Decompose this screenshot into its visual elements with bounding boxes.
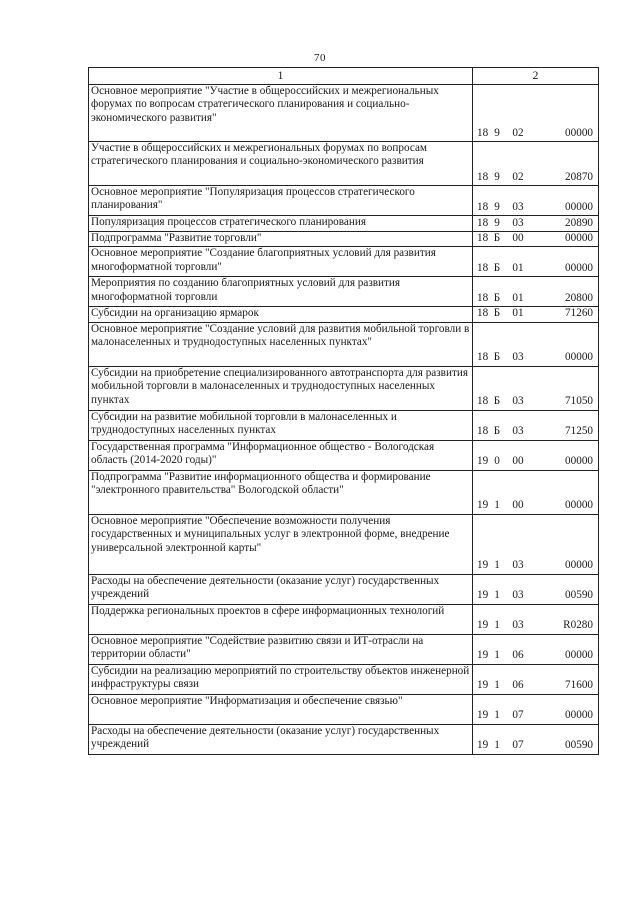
code-part-c4: R0280 [563,619,593,632]
code-part-c2: Б [493,232,501,244]
row-name: Подпрограмма "Развитие торговли" [89,232,473,247]
code-part-c3: 03 [512,351,524,364]
row-code [473,142,599,186]
table-row [89,440,599,470]
code-part-c3: 01 [512,262,524,274]
code-part-c3: 03 [512,619,524,632]
code-part-c4: 20870 [565,170,593,183]
table-row [89,142,599,186]
code-part-c2: Б [493,351,501,364]
code-part-c2: 1 [494,589,500,602]
code-part-c1: 18 [477,395,489,408]
code-part-c1: 18 [477,200,489,213]
code-part-c3: 02 [512,170,524,183]
table-row [89,216,599,232]
code-part-c3: 03 [512,395,524,408]
code-part-c3: 01 [512,292,524,304]
code-part-c4: 71600 [565,679,593,692]
row-code [473,470,599,514]
code-part-c4: 00000 [565,232,593,244]
table-row [89,470,599,514]
code-part-c1: 19 [477,589,489,602]
row-code [473,604,599,634]
code-part-c3: 06 [512,679,524,692]
column-header-2: 2 [473,68,599,85]
table-row [89,322,599,366]
code-part-c2: 1 [494,499,500,512]
row-name: Субсидии на приобретение специализированного автотранспорта для развития мобильной торговли в малонаселенных и труднодоступных населенных пунктах [89,366,473,410]
code-part-c1: 18 [477,216,489,229]
row-code [473,634,599,664]
table-row [89,277,599,307]
code-part-c1: 19 [477,739,489,752]
page-number: 70 [314,52,326,64]
code-part-c3: 00 [512,232,524,244]
code-part-c4: 00000 [565,200,593,213]
row-code [473,307,599,322]
table-row [89,604,599,634]
row-name: Расходы на обеспечение деятельности (оказание услуг) государственных учреждений [89,574,473,604]
table-row [89,307,599,322]
table-row [89,694,599,724]
code-part-c2: Б [493,292,501,304]
code-part-c3: 00 [512,499,524,512]
code-part-c2: Б [493,262,501,274]
code-part-c3: 07 [512,739,524,752]
row-name: Популяризация процессов стратегического планирования [89,216,473,232]
code-part-c3: 07 [512,709,524,722]
code-part-c2: Б [493,307,501,320]
code-part-c3: 01 [512,307,524,320]
code-part-c3: 03 [512,589,524,602]
row-name: Расходы на обеспечение деятельности (оказание услуг) государственных учреждений [89,724,473,754]
table-row [89,724,599,754]
row-name: Мероприятия по созданию благоприятных условий для развития многоформатной торговли [89,277,473,307]
code-part-c3: 00 [512,455,524,468]
budget-code-table [88,67,599,755]
code-part-c4: 00000 [565,126,593,139]
code-part-c4: 00000 [565,559,593,572]
table-row [89,366,599,410]
code-part-c1: 19 [477,679,489,692]
code-part-c2: 1 [494,559,500,572]
table-row [89,410,599,440]
row-code [473,664,599,694]
code-part-c1: 19 [477,709,489,722]
code-part-c2: 9 [494,200,500,213]
code-part-c2: 1 [494,649,500,662]
table-row [89,186,599,216]
row-name: Основное мероприятие "Информатизация и обеспечение связью" [89,694,473,724]
code-part-c4: 71050 [565,395,593,408]
row-name: Государственная программа "Информационное общество - Вологодская область (2014-2020 годы)" [89,440,473,470]
row-code [473,440,599,470]
row-code [473,694,599,724]
code-part-c4: 00000 [565,351,593,364]
row-name: Основное мероприятие "Обеспечение возможности получения государственных и муниципальных услуг в электронной форме, внедрение универсальной электронной карты" [89,514,473,574]
code-part-c4: 00590 [565,739,593,752]
row-name: Субсидии на развитие мобильной торговли в малонаселенных и труднодоступных населенных пунктах [89,410,473,440]
row-name: Поддержка региональных проектов в сфере информационных технологий [89,604,473,634]
code-part-c1: 18 [477,262,489,274]
table-row [89,634,599,664]
table-header-row [89,68,599,85]
code-part-c2: 9 [494,216,500,229]
code-part-c2: Б [493,395,501,408]
column-header-1: 1 [89,68,473,85]
code-part-c2: 9 [494,170,500,183]
row-code [473,574,599,604]
code-part-c1: 19 [477,499,489,512]
code-part-c4: 71260 [565,307,593,320]
row-name: Основное мероприятие "Содействие развитию связи и ИТ-отрасли на территории области" [89,634,473,664]
row-name: Субсидии на реализацию мероприятий по строительству объектов инженерной инфраструктуры связи [89,664,473,694]
code-part-c2: 1 [494,679,500,692]
code-part-c4: 71250 [565,425,593,438]
code-part-c2: 1 [494,619,500,632]
table-row [89,85,599,142]
table-row [89,664,599,694]
code-part-c1: 19 [477,455,489,468]
code-part-c3: 03 [512,216,524,229]
code-part-c1: 19 [477,559,489,572]
code-part-c1: 18 [477,307,489,320]
row-code [473,366,599,410]
code-part-c1: 18 [477,232,489,244]
code-part-c2: 9 [494,126,500,139]
row-code [473,724,599,754]
code-part-c1: 18 [477,126,489,139]
table-row [89,247,599,277]
code-part-c4: 00000 [565,455,593,468]
code-part-c4: 00000 [565,262,593,274]
code-part-c3: 03 [512,200,524,213]
row-code [473,216,599,232]
row-name: Основное мероприятие "Участие в общероссийских и межрегиональных форумах по вопросам стратегического планирования и социально-экономического развития" [89,85,473,142]
code-part-c2: 0 [494,455,500,468]
code-part-c1: 18 [477,425,489,438]
row-code [473,322,599,366]
code-part-c1: 19 [477,649,489,662]
row-code [473,85,599,142]
row-code [473,186,599,216]
code-part-c1: 18 [477,170,489,183]
row-code [473,247,599,277]
row-code [473,410,599,440]
code-part-c1: 18 [477,292,489,304]
row-code [473,514,599,574]
code-part-c3: 03 [512,425,524,438]
code-part-c3: 02 [512,126,524,139]
code-part-c4: 00000 [565,499,593,512]
budget-code-table-container [88,67,598,755]
code-part-c4: 20890 [565,216,593,229]
code-part-c3: 03 [512,559,524,572]
row-code [473,277,599,307]
row-name: Участие в общероссийских и межрегиональных форумах по вопросам стратегического планирования и социально-экономического развития [89,142,473,186]
row-name: Основное мероприятие "Создание благоприятных условий для развития многоформатной торговли" [89,247,473,277]
row-name: Субсидии на организацию ярмарок [89,307,473,322]
code-part-c4: 20800 [565,292,593,304]
row-name: Основное мероприятие "Создание условий для развития мобильной торговли в малонаселенных и труднодоступных населенных пунктах" [89,322,473,366]
code-part-c1: 18 [477,351,489,364]
row-code [473,232,599,247]
code-part-c2: 1 [494,739,500,752]
code-part-c3: 06 [512,649,524,662]
table-row [89,574,599,604]
row-name: Основное мероприятие "Популяризация процессов стратегического планирования" [89,186,473,216]
code-part-c2: 1 [494,709,500,722]
code-part-c2: Б [493,425,501,438]
code-part-c4: 00000 [565,709,593,722]
row-name: Подпрограмма "Развитие информационного общества и формирование "электронного правительства" Вологодской области" [89,470,473,514]
code-part-c1: 19 [477,619,489,632]
table-row [89,514,599,574]
code-part-c4: 00590 [565,589,593,602]
table-row [89,232,599,247]
code-part-c4: 00000 [565,649,593,662]
